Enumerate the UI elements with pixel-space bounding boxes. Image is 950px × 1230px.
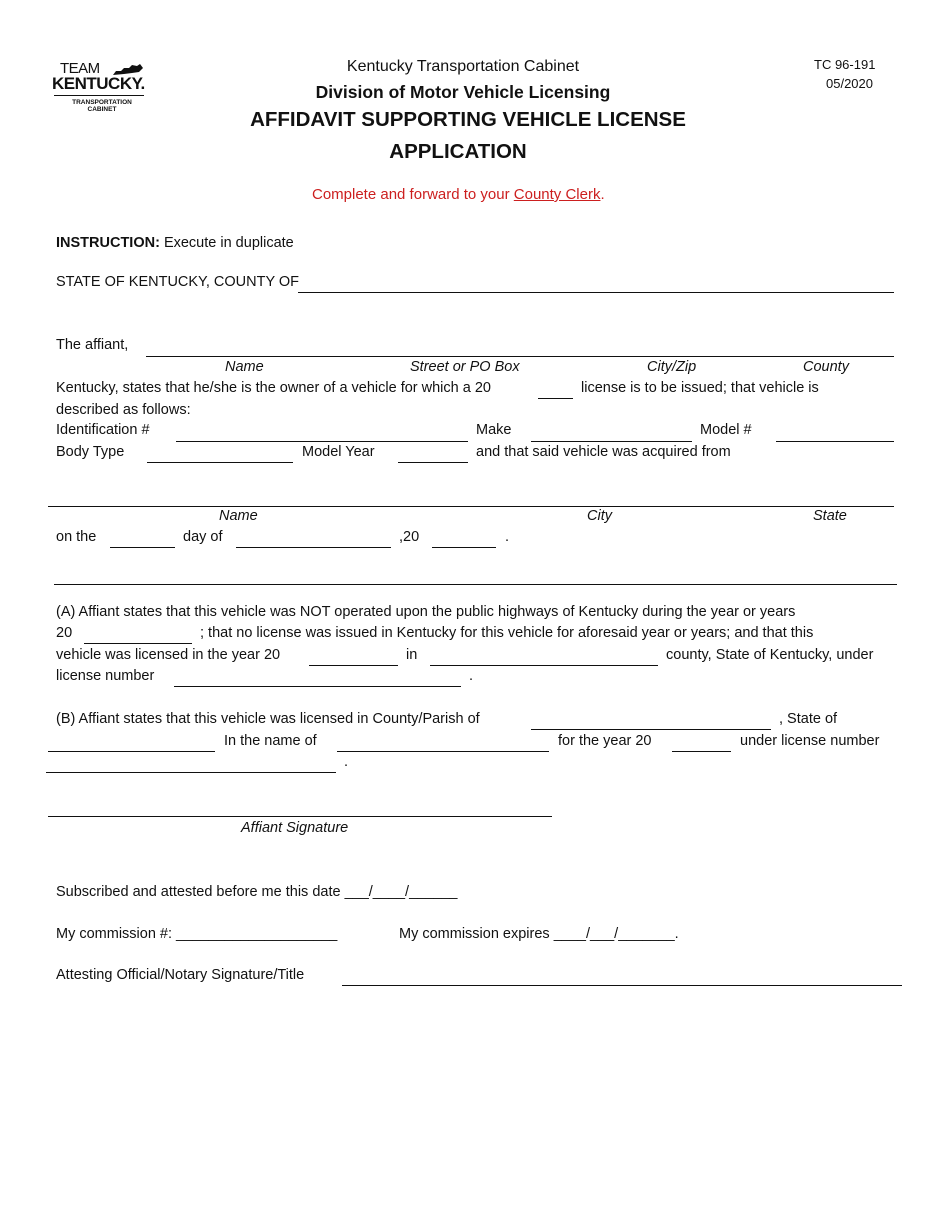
commission-number-line[interactable]: My commission #: ____________________ <box>56 926 338 942</box>
affiant-address-field[interactable] <box>146 356 894 357</box>
section-a-line1: (A) Affiant states that this vehicle was NOT operated upon the public highways of Kentucky during the year or years <box>56 604 796 620</box>
section-a-license-number-label: license number <box>56 668 155 684</box>
attesting-official-field[interactable] <box>342 985 902 986</box>
owner-statement-pre: Kentucky, states that he/she is the owner of a vehicle for which a 20 <box>56 380 491 396</box>
identification-label: Identification # <box>56 422 150 438</box>
model-year-field[interactable] <box>398 462 468 463</box>
sub-county: County <box>803 359 849 375</box>
section-a-license-number-field[interactable] <box>174 686 461 687</box>
section-b-year-field[interactable] <box>672 751 731 752</box>
section-divider <box>54 584 897 585</box>
day-of-label: day of <box>183 529 223 545</box>
sub-street: Street or PO Box <box>410 359 520 375</box>
model-year-label: Model Year <box>302 444 375 460</box>
acquired-from-label: and that said vehicle was acquired from <box>476 444 731 460</box>
logo-cabinet-text: TRANSPORTATION CABINET <box>72 99 132 113</box>
month-field[interactable] <box>236 547 391 548</box>
acquired-from-field[interactable] <box>48 506 894 507</box>
section-a-twenty: 20 <box>56 625 73 641</box>
body-type-label: Body Type <box>56 444 125 460</box>
sub-cityzip: City/Zip <box>647 359 697 375</box>
county-field[interactable] <box>298 292 894 293</box>
section-a-line3: vehicle was licensed in the year 20 <box>56 647 281 663</box>
make-field[interactable] <box>531 441 692 442</box>
section-b-license-number-field[interactable] <box>46 772 336 773</box>
division-name: Division of Motor Vehicle Licensing <box>315 82 611 102</box>
body-type-field[interactable] <box>147 462 293 463</box>
section-b-period: . <box>344 754 349 770</box>
team-kentucky-logo <box>50 60 155 118</box>
subscribed-line[interactable]: Subscribed and attested before me this date ___/____/______ <box>56 884 458 900</box>
affiant-signature-label: Affiant Signature <box>241 820 349 836</box>
section-a-line2: ; that no license was issued in Kentucky for this vehicle for aforesaid year or years; and that this <box>200 625 814 641</box>
instruction: INSTRUCTION: Execute in duplicate <box>56 235 294 251</box>
form-date: 05/2020 <box>826 76 873 91</box>
on-the-label: on the <box>56 529 97 545</box>
logo-team-text: TEAM <box>60 60 100 77</box>
section-b-under-license: under license number <box>740 733 880 749</box>
section-b-state-of: , State of <box>779 711 838 727</box>
section-a-period: . <box>469 668 474 684</box>
identification-field[interactable] <box>176 441 468 442</box>
forward-notice: Complete and forward to your County Clerk. <box>312 186 605 203</box>
section-b-name-field[interactable] <box>337 751 549 752</box>
affiant-label: The affiant, <box>56 337 129 353</box>
section-a-in: in <box>406 647 418 663</box>
sub-name-2: Name <box>219 508 258 524</box>
license-year-field[interactable] <box>538 398 573 399</box>
section-a-years-field[interactable] <box>84 643 192 644</box>
model-field[interactable] <box>776 441 894 442</box>
section-a-county-field[interactable] <box>430 665 658 666</box>
sub-city: City <box>587 508 612 524</box>
sub-name: Name <box>225 359 264 375</box>
section-b-line1: (B) Affiant states that this vehicle was licensed in County/Parish of <box>56 711 480 727</box>
model-label: Model # <box>700 422 752 438</box>
logo-rule <box>54 95 144 96</box>
section-b-state-field[interactable] <box>48 751 215 752</box>
day-field[interactable] <box>110 547 175 548</box>
sub-state: State <box>813 508 847 524</box>
agency-name: Kentucky Transportation Cabinet <box>346 58 580 75</box>
attesting-official-label: Attesting Official/Notary Signature/Title <box>56 967 305 983</box>
affiant-signature-field[interactable] <box>48 816 552 817</box>
form-number: TC 96-191 <box>814 57 876 72</box>
section-a-licensed-year-field[interactable] <box>309 665 398 666</box>
commission-expires-line[interactable]: My commission expires ____/___/_______. <box>399 926 679 942</box>
logo-kentucky-text: KENTUCKY. <box>52 74 145 93</box>
section-b-for-year: for the year 20 <box>558 733 652 749</box>
section-b-county-field[interactable] <box>531 729 771 730</box>
date-period: . <box>505 529 510 545</box>
comma-twenty-label: ,20 <box>399 529 420 545</box>
state-county-label: STATE OF KENTUCKY, COUNTY OF <box>56 274 300 290</box>
form-title-line2: APPLICATION <box>389 140 527 163</box>
make-label: Make <box>476 422 512 438</box>
section-a-county-state: county, State of Kentucky, under <box>666 647 874 663</box>
year-field[interactable] <box>432 547 496 548</box>
form-title-line1: AFFIDAVIT SUPPORTING VEHICLE LICENSE <box>250 108 686 131</box>
owner-statement-post: license is to be issued; that vehicle is <box>581 380 819 396</box>
county-clerk-link[interactable]: County Clerk <box>513 186 601 203</box>
section-b-in-name: In the name of <box>224 733 317 749</box>
described-label: described as follows: <box>56 402 191 418</box>
